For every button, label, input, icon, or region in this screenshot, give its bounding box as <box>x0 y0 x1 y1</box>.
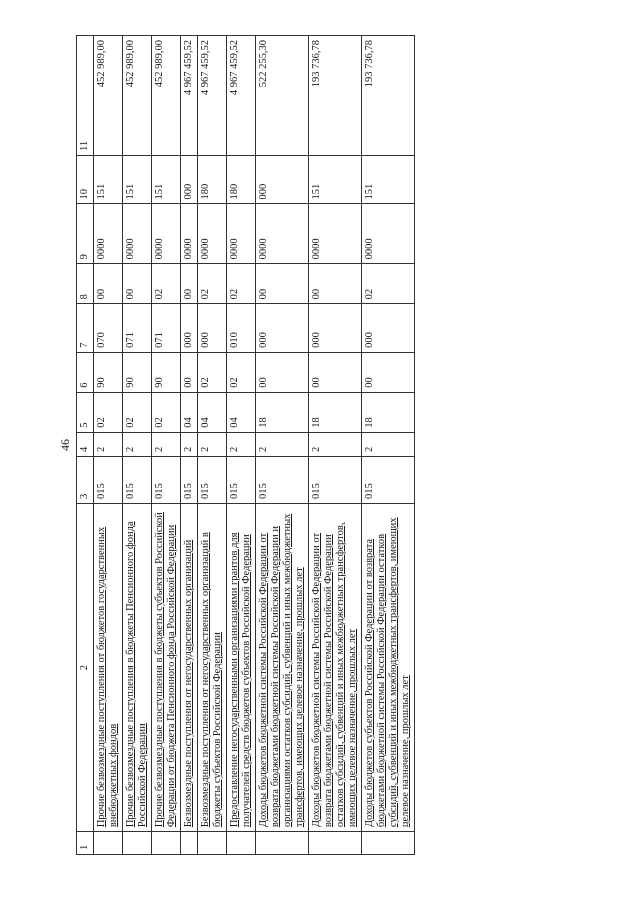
row-code-cell: 00 <box>256 264 309 304</box>
row-code-cell: 015 <box>256 456 309 503</box>
row-code-cell: 02 <box>198 264 227 304</box>
row-code-cell: 015 <box>227 456 256 503</box>
page-number: 46 <box>58 439 72 451</box>
column-header: 1 <box>77 832 94 855</box>
table-row <box>123 36 152 855</box>
row-code-cell: 02 <box>227 352 256 392</box>
row-code-cell: 180 <box>198 155 227 204</box>
row-code-cell: 00 <box>362 352 415 392</box>
row-code-cell: 2 <box>94 432 123 456</box>
row-description: Безвозмездные поступления от негосударственных организаций <box>181 504 198 832</box>
row-description: Безвозмездные поступления от негосударственных организаций в бюджеты субъектов Российской Федерации <box>198 504 227 832</box>
row-code-cell: 015 <box>123 456 152 503</box>
row-code-cell: 015 <box>94 456 123 503</box>
row-code-cell: 0000 <box>362 204 415 264</box>
column-header: 5 <box>77 392 94 432</box>
rotated-table-sheet <box>52 35 612 855</box>
row-description: Прочие безвозмездные поступления в бюджеты Пенсионного фонда Российской Федерации <box>123 504 152 832</box>
row-code-cell: 04 <box>198 392 227 432</box>
row-code-cell: 04 <box>227 392 256 432</box>
column-header: 8 <box>77 264 94 304</box>
row-amount: 193 736,78 <box>309 36 362 156</box>
column-header: 6 <box>77 352 94 392</box>
row-code-cell: 2 <box>309 432 362 456</box>
row-code-cell: 2 <box>227 432 256 456</box>
table-row <box>181 36 198 855</box>
row-amount: 4 967 459,52 <box>227 36 256 156</box>
row-code-cell: 02 <box>94 392 123 432</box>
row-code-cell: 0000 <box>181 204 198 264</box>
row-description: Доходы бюджетов бюджетной системы Российской Федерации от возврата бюджетами бюджетной системы Российской Федерации остатков субсидий, субвенций и иных межбюджетных трансфертов, имеющих целевое назначение, прошлых лет <box>309 504 362 832</box>
budget-revenue-table <box>76 35 415 855</box>
row-code-cell: 000 <box>181 304 198 353</box>
column-header: 7 <box>77 304 94 353</box>
row-amount: 452 989,00 <box>123 36 152 156</box>
row-code-cell: 04 <box>181 392 198 432</box>
row-code-cell: 015 <box>309 456 362 503</box>
table-body <box>94 36 415 855</box>
row-code-cell <box>227 832 256 855</box>
row-code-cell: 00 <box>181 264 198 304</box>
row-amount: 4 967 459,52 <box>198 36 227 156</box>
row-amount: 4 967 459,52 <box>181 36 198 156</box>
row-code-cell: 071 <box>152 304 181 353</box>
row-code-cell: 151 <box>362 155 415 204</box>
row-amount: 522 255,30 <box>256 36 309 156</box>
row-description: Доходы бюджетов субъектов Российской Федерации от возврата бюджетами бюджетной системы Российской Федерации остатков субсидий, субвенций и иных межбюджетных трансфертов, имеющих целевое назначение, прошлых лет <box>362 504 415 832</box>
column-header: 3 <box>77 456 94 503</box>
row-code-cell: 000 <box>256 304 309 353</box>
row-code-cell: 2 <box>256 432 309 456</box>
table-row <box>94 36 123 855</box>
row-code-cell: 0000 <box>309 204 362 264</box>
row-code-cell: 00 <box>256 352 309 392</box>
row-code-cell <box>256 832 309 855</box>
row-code-cell: 151 <box>94 155 123 204</box>
row-code-cell: 02 <box>152 392 181 432</box>
row-code-cell: 015 <box>362 456 415 503</box>
row-code-cell: 015 <box>152 456 181 503</box>
row-code-cell: 18 <box>256 392 309 432</box>
row-code-cell <box>123 832 152 855</box>
row-code-cell: 02 <box>362 264 415 304</box>
row-amount: 452 989,00 <box>152 36 181 156</box>
row-code-cell: 000 <box>256 155 309 204</box>
row-code-cell <box>309 832 362 855</box>
row-code-cell: 0000 <box>123 204 152 264</box>
row-code-cell: 90 <box>123 352 152 392</box>
row-code-cell <box>94 832 123 855</box>
row-code-cell: 151 <box>152 155 181 204</box>
row-code-cell: 02 <box>227 264 256 304</box>
row-amount: 193 736,78 <box>362 36 415 156</box>
row-code-cell: 070 <box>94 304 123 353</box>
row-code-cell: 2 <box>123 432 152 456</box>
row-code-cell: 0000 <box>94 204 123 264</box>
row-code-cell: 00 <box>309 264 362 304</box>
table-row <box>256 36 309 855</box>
header-row <box>77 36 94 855</box>
column-header: 9 <box>77 204 94 264</box>
row-code-cell: 90 <box>152 352 181 392</box>
row-code-cell: 02 <box>152 264 181 304</box>
table-row <box>309 36 362 855</box>
column-header: 10 <box>77 155 94 204</box>
row-description: Прочие безвозмездные поступления в бюджеты субъектов Российской Федерации от бюджета Пенсионного фонда Российской Федерации <box>152 504 181 832</box>
row-code-cell: 00 <box>94 264 123 304</box>
row-code-cell: 00 <box>309 352 362 392</box>
row-code-cell: 18 <box>309 392 362 432</box>
row-code-cell: 0000 <box>227 204 256 264</box>
row-code-cell <box>198 832 227 855</box>
column-header: 11 <box>77 36 94 156</box>
table-row <box>227 36 256 855</box>
row-code-cell: 010 <box>227 304 256 353</box>
row-code-cell: 000 <box>198 304 227 353</box>
row-code-cell: 00 <box>181 352 198 392</box>
row-code-cell: 90 <box>94 352 123 392</box>
row-code-cell: 151 <box>123 155 152 204</box>
column-header: 2 <box>77 504 94 832</box>
table-row <box>152 36 181 855</box>
row-code-cell: 000 <box>309 304 362 353</box>
row-description: Доходы бюджетов бюджетной системы Российской Федерации от возврата бюджетами бюджетной системы Российской Федерации и организациями остатков субсидий, субвенций и иных межбюджетных трансфертов, имеющих целевое назначение, прошлых лет <box>256 504 309 832</box>
row-code-cell: 0000 <box>198 204 227 264</box>
row-code-cell <box>362 832 415 855</box>
row-code-cell: 015 <box>181 456 198 503</box>
table-row <box>198 36 227 855</box>
row-code-cell: 00 <box>123 264 152 304</box>
row-code-cell: 2 <box>362 432 415 456</box>
row-amount: 452 989,00 <box>94 36 123 156</box>
row-code-cell: 180 <box>227 155 256 204</box>
row-code-cell: 02 <box>198 352 227 392</box>
row-code-cell: 18 <box>362 392 415 432</box>
row-code-cell: 071 <box>123 304 152 353</box>
row-code-cell: 0000 <box>152 204 181 264</box>
row-description: Предоставление негосударственными организациями грантов для получателей средств бюджетов субъектов Российской Федерации <box>227 504 256 832</box>
row-code-cell: 000 <box>362 304 415 353</box>
row-code-cell: 2 <box>198 432 227 456</box>
table-row <box>362 36 415 855</box>
row-code-cell: 2 <box>181 432 198 456</box>
row-code-cell: 2 <box>152 432 181 456</box>
row-code-cell: 000 <box>181 155 198 204</box>
row-description: Прочие безвозмездные поступления от бюджетов государственных внебюджетных фондов <box>94 504 123 832</box>
row-code-cell <box>152 832 181 855</box>
row-code-cell: 151 <box>309 155 362 204</box>
column-header: 4 <box>77 432 94 456</box>
row-code-cell <box>181 832 198 855</box>
row-code-cell: 015 <box>198 456 227 503</box>
row-code-cell: 0000 <box>256 204 309 264</box>
row-code-cell: 02 <box>123 392 152 432</box>
